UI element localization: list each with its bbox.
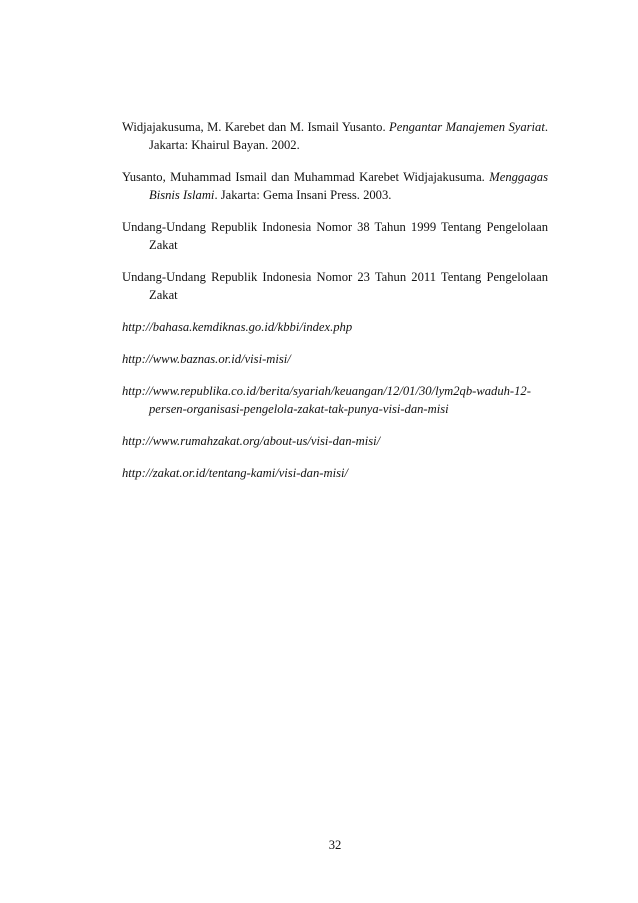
reference-url: http://zakat.or.id/tentang-kami/visi-dan-misi/ <box>122 466 348 480</box>
page-number: 32 <box>328 838 342 852</box>
reference-title: Menggagas Bisnis Islami <box>149 170 548 202</box>
reference-url: http://www.baznas.or.id/visi-misi/ <box>122 352 291 366</box>
reference-entry <box>122 168 548 204</box>
reference-authors: Yusanto, Muhammad Ismail dan Muhammad Karebet Widjajakusuma. <box>122 170 485 184</box>
reference-url: http://www.rumahzakat.org/about-us/visi-dan-misi/ <box>122 434 381 448</box>
reference-authors: Widjajakusuma, M. Karebet dan M. Ismail Yusanto. <box>122 120 386 134</box>
reference-title: Pengantar Manajemen Syariat <box>389 120 545 134</box>
reference-entry <box>122 118 548 154</box>
reference-publication: . Jakarta: Gema Insani Press. 2003. <box>214 188 392 202</box>
reference-entry: Undang-Undang Republik Indonesia Nomor 23 Tahun 2011 Tentang Pengelolaan Zakat <box>122 270 548 302</box>
reference-entry: Undang-Undang Republik Indonesia Nomor 38 Tahun 1999 Tentang Pengelolaan Zakat <box>122 220 548 252</box>
reference-list <box>122 118 548 496</box>
reference-publication: . Jakarta: Khairul Bayan. 2002. <box>149 120 549 152</box>
reference-url: http://www.republika.co.id/berita/syariah/keuangan/12/01/30/lym2qb-waduh-12-persen-organisasi-pengelola-zakat-tak-punya-visi-dan-misi <box>122 384 531 416</box>
reference-url: http://bahasa.kemdiknas.go.id/kbbi/index.php <box>122 320 353 334</box>
